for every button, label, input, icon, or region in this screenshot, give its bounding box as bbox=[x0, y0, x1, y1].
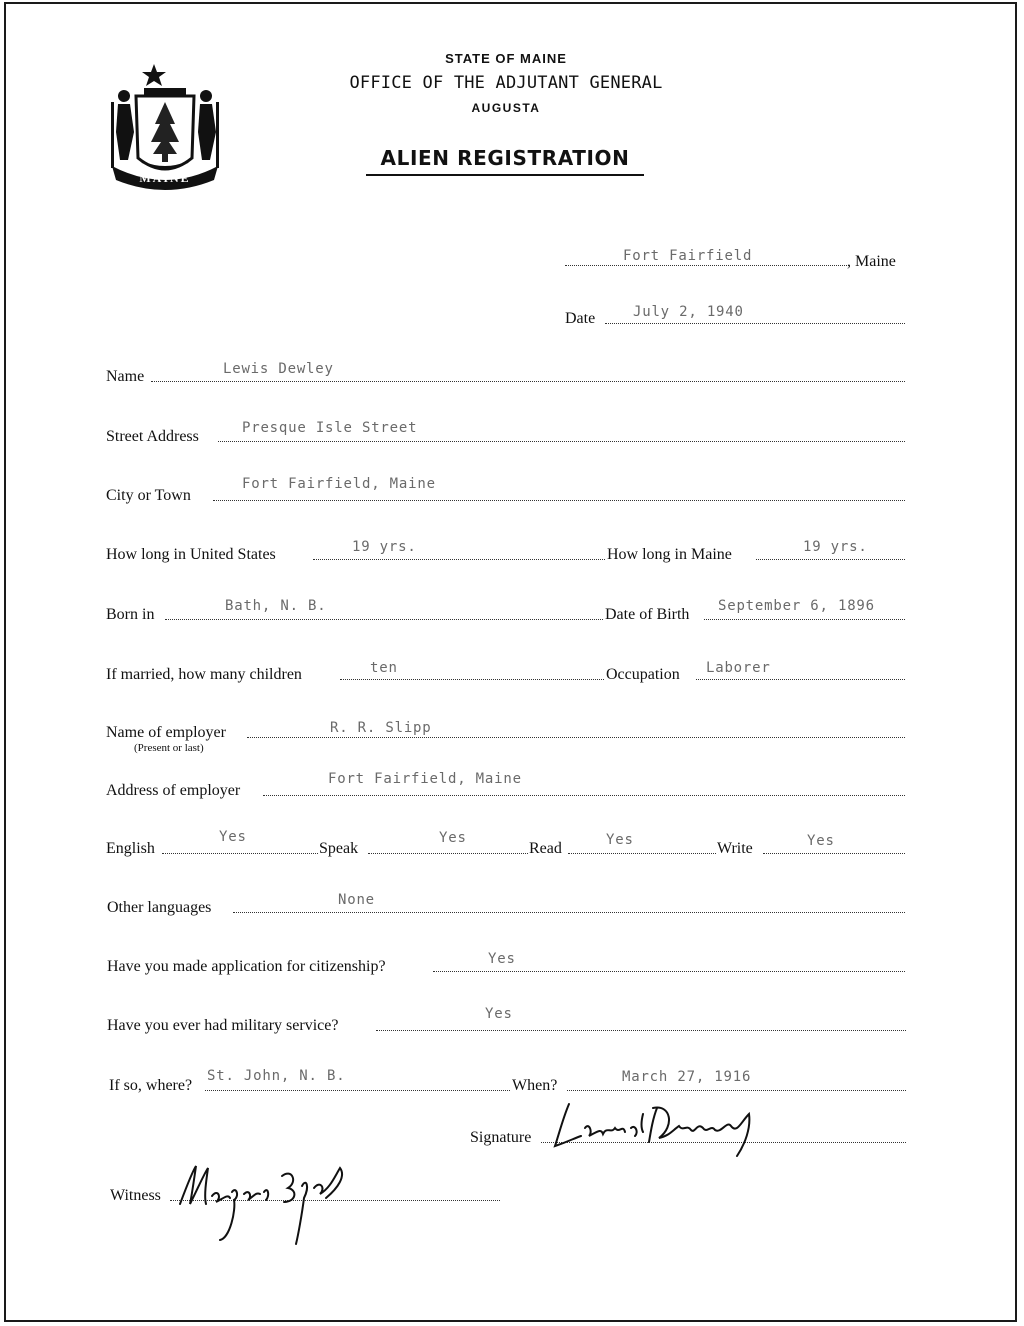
how-long-us-label: How long in United States bbox=[106, 546, 276, 563]
witness-label: Witness bbox=[110, 1187, 161, 1204]
city-or-town-line bbox=[213, 500, 905, 501]
when-line bbox=[567, 1090, 906, 1091]
military-value: Yes bbox=[485, 1006, 513, 1022]
citizenship-line bbox=[433, 971, 905, 972]
military-line bbox=[376, 1030, 906, 1031]
when-label: When? bbox=[512, 1077, 558, 1094]
when-value: March 27, 1916 bbox=[622, 1069, 752, 1085]
how-long-us-value: 19 yrs. bbox=[352, 539, 417, 555]
date-label: Date bbox=[565, 310, 596, 327]
children-line bbox=[340, 679, 604, 680]
street-address-line bbox=[218, 441, 905, 442]
location-value: Fort Fairfield bbox=[623, 248, 753, 264]
write-line bbox=[763, 853, 905, 854]
write-value: Yes bbox=[807, 833, 835, 849]
location-suffix: , Maine bbox=[847, 253, 896, 270]
employer-address-value: Fort Fairfield, Maine bbox=[328, 771, 522, 787]
read-value: Yes bbox=[606, 832, 634, 848]
english-line bbox=[162, 853, 318, 854]
employer-name-value: R. R. Slipp bbox=[330, 720, 432, 736]
employer-name-sublabel: (Present or last) bbox=[134, 742, 204, 754]
other-languages-label: Other languages bbox=[107, 899, 212, 916]
military-label: Have you ever had military service? bbox=[107, 1017, 339, 1034]
english-value: Yes bbox=[219, 829, 247, 845]
where-line bbox=[205, 1090, 510, 1091]
english-label: English bbox=[106, 840, 155, 857]
how-long-us-line bbox=[313, 559, 605, 560]
employer-address-line bbox=[263, 795, 905, 796]
how-long-maine-value: 19 yrs. bbox=[803, 539, 868, 555]
state-heading: STATE OF MAINE bbox=[445, 51, 567, 66]
born-in-value: Bath, N. B. bbox=[225, 598, 327, 614]
citizenship-value: Yes bbox=[488, 951, 516, 967]
children-value: ten bbox=[370, 660, 398, 676]
occupation-label: Occupation bbox=[606, 666, 680, 683]
born-in-line bbox=[165, 619, 603, 620]
location-line bbox=[565, 265, 847, 266]
page-border bbox=[4, 2, 1017, 1322]
applicant-signature bbox=[545, 1098, 775, 1158]
witness-signature bbox=[170, 1158, 370, 1248]
form-title: ALIEN REGISTRATION bbox=[366, 146, 644, 176]
city-or-town-label: City or Town bbox=[106, 487, 191, 504]
other-languages-value: None bbox=[338, 892, 375, 908]
write-label: Write bbox=[717, 840, 753, 857]
city-or-town-value: Fort Fairfield, Maine bbox=[242, 476, 436, 492]
where-label: If so, where? bbox=[109, 1077, 193, 1094]
date-of-birth-label: Date of Birth bbox=[605, 606, 690, 623]
how-long-maine-label: How long in Maine bbox=[607, 546, 732, 563]
state-seal-logo bbox=[106, 62, 224, 190]
citizenship-label: Have you made application for citizenship? bbox=[107, 958, 386, 975]
city-heading: AUGUSTA bbox=[471, 101, 541, 115]
date-line bbox=[605, 323, 905, 324]
read-line bbox=[568, 853, 716, 854]
where-value: St. John, N. B. bbox=[207, 1068, 346, 1084]
svg-text:MAINE: MAINE bbox=[139, 171, 191, 185]
how-long-maine-line bbox=[756, 559, 905, 560]
street-address-value: Presque Isle Street bbox=[242, 420, 418, 436]
occupation-line bbox=[696, 679, 905, 680]
employer-address-label: Address of employer bbox=[106, 782, 241, 799]
speak-label: Speak bbox=[319, 840, 359, 857]
name-line bbox=[151, 381, 905, 382]
speak-value: Yes bbox=[439, 830, 467, 846]
street-address-label: Street Address bbox=[106, 428, 199, 445]
born-in-label: Born in bbox=[106, 606, 155, 623]
date-of-birth-line bbox=[704, 619, 905, 620]
occupation-value: Laborer bbox=[706, 660, 771, 676]
read-label: Read bbox=[529, 840, 562, 857]
date-of-birth-value: September 6, 1896 bbox=[718, 598, 875, 614]
employer-name-line bbox=[247, 737, 905, 738]
name-value: Lewis Dewley bbox=[223, 361, 334, 377]
speak-line bbox=[368, 853, 528, 854]
name-label: Name bbox=[106, 368, 145, 385]
signature-label: Signature bbox=[470, 1129, 532, 1146]
office-heading: OFFICE OF THE ADJUTANT GENERAL bbox=[349, 73, 663, 93]
children-label: If married, how many children bbox=[106, 666, 302, 683]
employer-name-label: Name of employer bbox=[106, 724, 226, 741]
other-languages-line bbox=[233, 912, 905, 913]
date-value: July 2, 1940 bbox=[633, 304, 744, 320]
